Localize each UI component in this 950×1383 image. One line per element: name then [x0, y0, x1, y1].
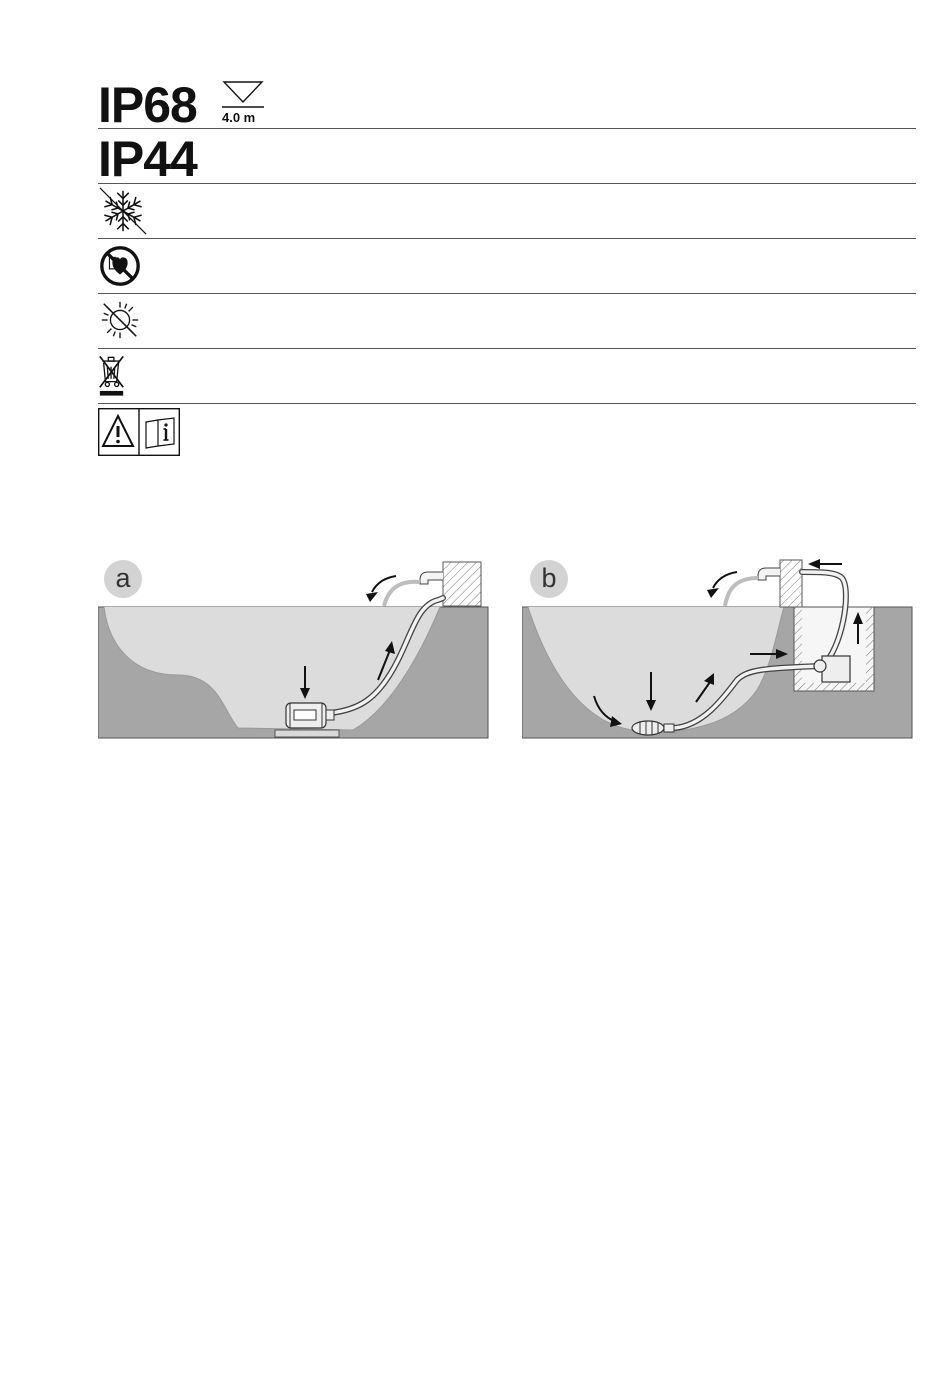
- pond-drawing-a: [98, 550, 490, 740]
- uv-sunlight-icon: [98, 298, 142, 342]
- frost-row: [98, 184, 916, 239]
- figure-a-label: a: [104, 560, 142, 598]
- ip44-row: [98, 129, 916, 187]
- weee-disposal-icon: [98, 353, 126, 399]
- pacemaker-row: [98, 239, 916, 294]
- uv-row: [98, 294, 916, 349]
- pacemaker-warning-icon: [98, 244, 142, 288]
- installation-figure-b: [522, 550, 914, 740]
- frost-protection-icon: [98, 187, 148, 235]
- manual-row: [98, 404, 916, 452]
- weee-row: [98, 349, 916, 404]
- warning-read-manual-icon: [98, 408, 180, 456]
- ip44-label: IP44: [98, 131, 197, 187]
- installation-figure-a: [98, 550, 490, 740]
- immersion-depth-label: 4.0 m: [222, 110, 256, 125]
- ip68-label: IP68: [98, 77, 197, 133]
- pond-drawing-b: [522, 550, 914, 740]
- figure-b-label: b: [530, 560, 568, 598]
- ip68-row: [98, 77, 916, 133]
